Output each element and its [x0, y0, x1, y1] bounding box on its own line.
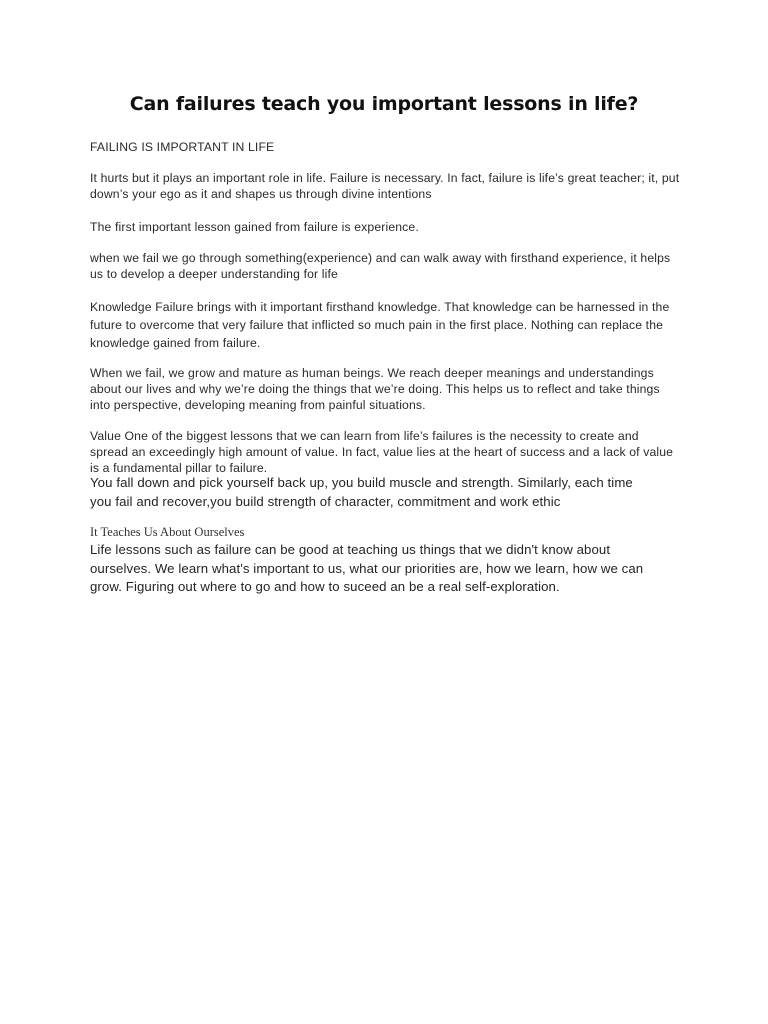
- paragraph-experience: when we fail we go through something(experience) and can walk away with firsthand experience, it helps us to develop a deeper understanding for life: [90, 251, 671, 281]
- paragraph-self-exploration: Life lessons such as failure can be good at teaching us things that we didn't know about ourselves. We learn what's important to us, what our priorities are, how we learn, how we can grow. Figuring out where to go and how to suceed an be a real self-exploration.: [90, 542, 644, 594]
- paragraph-knowledge: Knowledge Failure brings with it important firsthand knowledge. That knowledge can be harnessed in the future to overcome that very failure that inflicted so much pain in the first place. Nothing can replace the knowledge gained from failure.: [90, 300, 670, 350]
- paragraph-intro: It hurts but it plays an important role in life. Failure is necessary. In fact, failure is life’s great teacher; it, put down’s your ego as it and shapes us through divine intentions: [90, 171, 680, 201]
- section-heading: FAILING IS IMPORTANT IN LIFE: [90, 140, 275, 154]
- paragraph-strength: You fall down and pick yourself back up, you build muscle and strength. Similarly, each time you fail and recover,you build strength of character, commitment and work ethic: [90, 475, 633, 509]
- paragraph-value: Value One of the biggest lessons that we can learn from life’s failures is the necessity to create and spread an exceedingly high amount of value. In fact, value lies at the heart of success and a lack of value is a fundamental pillar to failure.: [90, 429, 674, 475]
- paragraph-experience-lesson: The first important lesson gained from failure is experience.: [90, 220, 419, 234]
- subheading-ourselves: It Teaches Us About Ourselves: [90, 525, 245, 539]
- document-title: Can failures teach you important lessons in life?: [129, 93, 639, 115]
- paragraph-growth: When we fail, we grow and mature as human beings. We reach deeper meanings and understandings about our lives and why we’re doing the things that we’re doing. This helps us to reflect and take things into perspective, developing meaning from painful situations.: [90, 366, 660, 412]
